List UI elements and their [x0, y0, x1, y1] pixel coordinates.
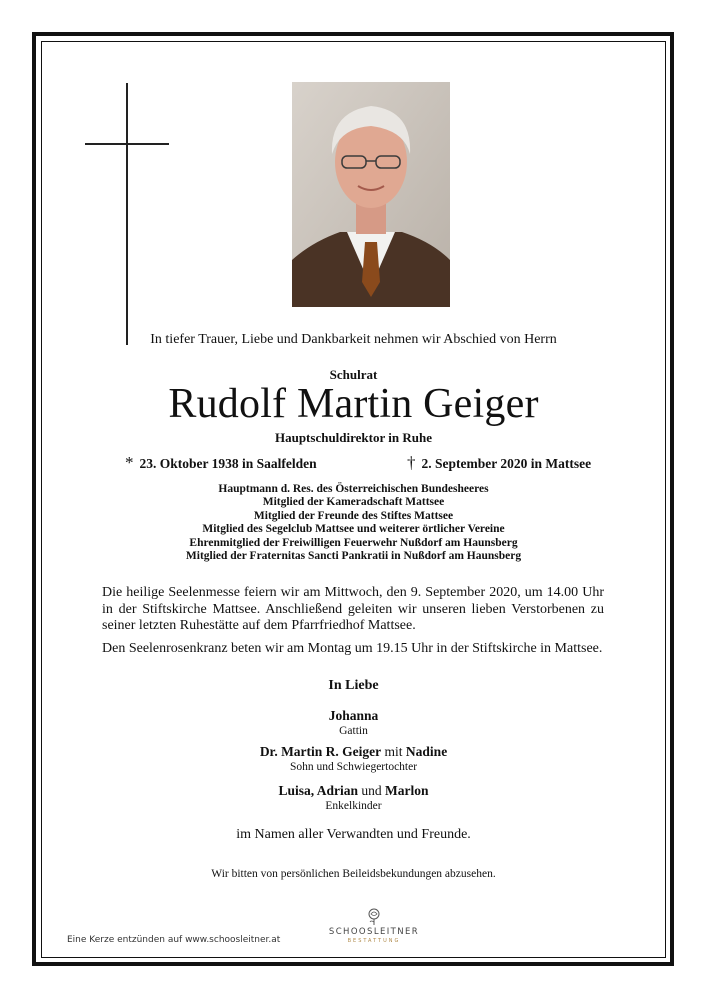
family-name: Johanna: [328, 708, 379, 723]
birth-date-text: 23. Oktober 1938 in Saalfelden: [139, 456, 317, 471]
relatives-line: im Namen aller Verwandten und Freunde.: [236, 827, 471, 842]
rosary-announcement: Den Seelenrosenkranz beten wir am Montag um 19.15 Uhr in der Stiftskirche in Mattsee.: [102, 641, 603, 656]
rose-icon: [366, 908, 382, 926]
title-item: Hauptmann d. Res. des Österreichischen Bundesheeres: [218, 483, 489, 495]
death-date-text: 2. September 2020 in Mattsee: [421, 456, 592, 471]
dagger-icon: †: [407, 453, 416, 472]
family-name: Marlon: [385, 783, 429, 798]
title-item: Mitglied der Kameradschaft Mattsee: [262, 496, 445, 509]
birth-date: [125, 453, 317, 473]
family-role: Sohn und Schwiegertochter: [289, 761, 418, 773]
family-joiner: und: [358, 783, 386, 798]
family-name: Nadine: [405, 744, 448, 759]
family-role: Enkelkinder: [325, 800, 382, 812]
title-item: Mitglied der Fraternitas Sancti Pankratii in Nußdorf am Haunsberg: [185, 550, 522, 563]
family-joiner: mit: [381, 744, 406, 759]
family-role: Gattin: [339, 725, 368, 737]
logo-subtitle: BESTATTUNG: [347, 938, 401, 944]
funeral-home-logo: [324, 908, 424, 944]
title-item: Mitglied des Segelclub Mattsee und weiterer örtlicher Vereine: [202, 523, 505, 536]
family-entry: [41, 708, 666, 737]
rank-title: Hauptschuldirektor in Ruhe: [274, 430, 432, 445]
in-liebe-heading: In Liebe: [328, 678, 379, 693]
portrait-photo: [292, 82, 450, 307]
titles-list: [41, 483, 666, 563]
family-entry: [41, 783, 666, 812]
deceased-name: Rudolf Martin Geiger: [168, 381, 539, 427]
logo-name: SCHOOSLEITNER: [328, 927, 420, 937]
title-item: Mitglied der Freunde des Stiftes Mattsee: [253, 509, 454, 522]
intro-text: In tiefer Trauer, Liebe und Dankbarkeit nehmen wir Abschied von Herrn: [150, 332, 557, 347]
title-item: Ehrenmitglied der Freiwilligen Feuerwehr Nußdorf am Haunsberg: [189, 536, 518, 549]
asterisk-icon: *: [125, 453, 134, 472]
condolence-request: Wir bitten von persönlichen Beileidsbekundungen abzusehen.: [211, 868, 496, 880]
death-date: [407, 453, 591, 473]
family-entry: [41, 744, 666, 773]
candle-link[interactable]: Eine Kerze entzünden auf www.schoosleitner.at: [67, 935, 281, 945]
family-name: Luisa, Adrian: [278, 783, 359, 798]
honorific: Schulrat: [329, 367, 378, 382]
mass-announcement: Die heilige Seelenmesse feiern wir am Mittwoch, den 9. September 2020, um 14.00 Uhr in der Stiftskirche Mattsee. Anschließend geleiten wir unseren lieben Verstorbenen zu seiner letzten Ruhestätte auf dem Pfarrfriedhof Mattsee.: [102, 585, 604, 633]
family-name: Dr. Martin R. Geiger: [259, 744, 382, 759]
